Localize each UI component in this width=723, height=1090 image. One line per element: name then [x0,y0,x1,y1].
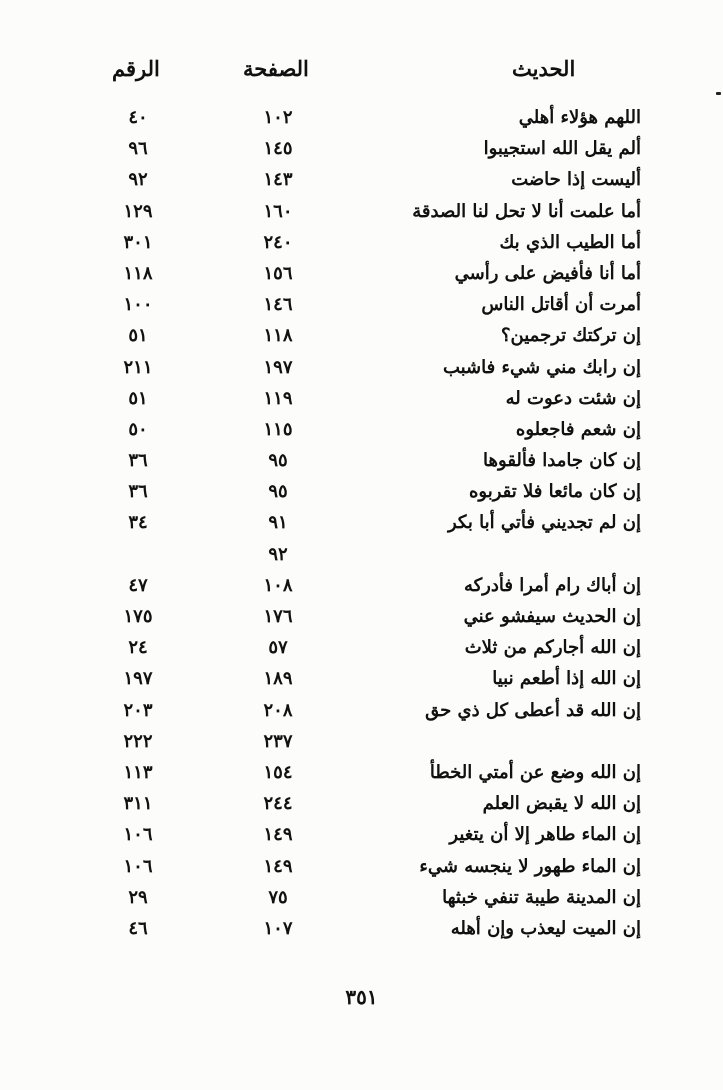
hadith-cell: إن الله قد أعطى كل ذي حق [425,699,641,721]
table-row [0,291,723,322]
page-cell: ١٤٩ [263,824,293,846]
table-row [0,322,723,353]
hadith-cell: إن تركتك ترجمين؟ [500,325,641,347]
number-cell: ٥١ [128,387,148,409]
page-cell: ١٨٩ [263,668,293,690]
table-row [0,728,723,759]
header-number: الرقم [112,56,160,81]
table-row [0,198,723,229]
number-cell: ١٠٦ [123,824,153,846]
hadith-cell: إن الميت ليعذب وإن أهله [450,917,641,939]
number-cell: ٤٦ [128,917,148,939]
page-cell: ٩٥ [268,481,288,503]
hadith-cell: ألم يقل الله استجيبوا [483,138,641,160]
number-cell: ٤٠ [128,107,148,128]
hadith-cell: أما أنا فأفيض على رأسي [454,262,641,284]
table-row [0,509,723,540]
table-row [0,790,723,821]
page-cell: ١٦٠ [263,200,293,222]
table-row [0,447,723,478]
number-cell: ٢٤ [128,637,148,659]
page-cell: ١٤٥ [263,138,293,160]
number-cell: ٩٦ [128,138,148,160]
table-row [0,260,723,291]
page-cell: ١٥٦ [263,262,293,284]
hadith-cell: إن لم تجديني فأتي أبا بكر [447,512,641,534]
page-cell: ٢٤٤ [263,793,293,815]
number-cell: ٣١١ [123,793,153,815]
page-cell: ١٤٩ [263,855,293,877]
page-cell: ٢٤٠ [263,231,293,253]
margin-mark [716,92,721,95]
number-cell: ٢٠٣ [123,699,153,721]
hadith-cell: إن شعم فاجعلوه [515,418,641,440]
number-cell: ١٩٧ [123,668,153,690]
table-row [0,665,723,696]
hadith-cell: أمرت أن أقاتل الناس [481,294,641,316]
table-row [0,821,723,852]
table-row [0,634,723,665]
number-cell: ٩٢ [128,169,148,191]
number-cell: ٢٩ [128,886,148,908]
page-cell: ٧٥ [268,886,288,908]
index-table [0,104,723,946]
hadith-cell: إن الحديث سيفشو عني [463,606,641,627]
hadith-cell: إن الماء طهور لا ينجسه شيء [419,855,641,877]
number-cell: ٢١١ [123,356,153,378]
page-cell: ١٤٦ [263,294,293,316]
hadith-cell: اللهم هؤلاء أهلي [518,107,641,128]
table-row [0,572,723,603]
page-cell: ٥٧ [268,637,288,659]
page-cell: ٢٠٨ [263,699,293,721]
number-cell: ٢٢٢ [123,730,153,752]
hadith-cell: إن الله لا يقبض العلم [482,793,641,815]
page-cell: ٩٥ [268,450,288,472]
number-cell: ١١٨ [123,262,153,284]
hadith-cell: أليست إذا حاضت [511,169,641,191]
header-hadith: الحديث [512,56,576,81]
number-cell: ٥٠ [128,418,148,440]
number-cell: ٣٤ [128,512,148,534]
table-row [0,166,723,197]
table-row [0,697,723,728]
number-cell: ٣٦ [128,481,148,503]
hadith-cell: إن كان مائعا فلا تقربوه [469,481,641,503]
hadith-cell: أما علمت أنا لا تحل لنا الصدقة [412,200,641,222]
page-cell: ٢٣٧ [263,730,293,752]
table-row [0,229,723,260]
page-number: ٣٥١ [345,985,378,1009]
page-cell: ١١٩ [263,387,293,409]
hadith-cell: إن المدينة طيبة تنفي خبثها [442,886,641,908]
hadith-cell: إن كان جامدا فألقوها [483,450,641,472]
number-cell: ٣٠١ [123,231,153,253]
table-row [0,541,723,572]
number-cell: ١٢٩ [123,200,153,222]
page-cell: ١٥٤ [263,761,293,783]
hadith-cell: أما الطيب الذي بك [499,231,641,253]
table-row [0,416,723,447]
table-row [0,354,723,385]
table-row [0,478,723,509]
number-cell: ١٠٦ [123,855,153,877]
page-cell: ١٩٧ [263,356,293,378]
table-row [0,603,723,634]
number-cell: ١٧٥ [123,606,153,627]
hadith-cell: إن رابك مني شيء فاشبب [442,356,641,378]
hadith-cell: إن الله وضع عن أمتي الخطأ [429,761,641,783]
table-row [0,915,723,946]
page-cell: ١٠٢ [263,107,293,128]
table-row [0,135,723,166]
page-cell: ١٧٦ [263,606,293,627]
number-cell: ٣٦ [128,450,148,472]
number-cell: ٥١ [128,325,148,347]
page-cell: ٩٢ [268,543,288,565]
table-row [0,884,723,915]
hadith-cell: إن الله أجاركم من ثلاث [464,637,641,659]
page-cell: ١٠٧ [263,917,293,939]
page-cell: ١١٨ [263,325,293,347]
page-cell: ١٠٨ [263,574,293,596]
hadith-cell: إن الماء طاهر إلا أن يتغير [449,824,641,846]
header-page: الصفحة [243,56,309,81]
number-cell: ١٠٠ [123,294,153,316]
hadith-cell: إن الله إذا أطعم نبيا [492,668,641,690]
number-cell: ٤٧ [128,574,148,596]
table-row [0,853,723,884]
number-cell: ١١٣ [123,761,153,783]
page-cell: ١١٥ [263,418,293,440]
table-row [0,104,723,135]
table-row [0,759,723,790]
table-row [0,385,723,416]
page-cell: ١٤٣ [263,169,293,191]
hadith-cell: إن شئت دعوت له [505,387,641,409]
page-cell: ٩١ [268,512,288,534]
hadith-cell: إن أباك رام أمرا فأدركه [463,574,641,596]
